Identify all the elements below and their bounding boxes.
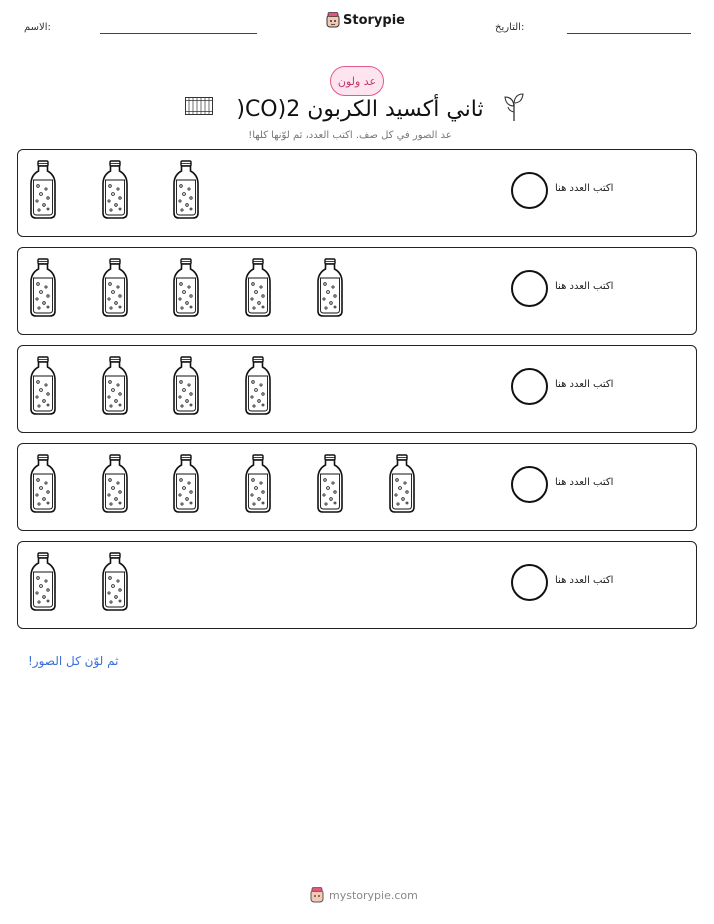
soda-bottle-icon	[387, 454, 417, 514]
answer-circle[interactable]	[511, 172, 548, 209]
counting-row	[17, 149, 697, 237]
page-title: ثاني أكسيد الكربون 2(CO(	[236, 97, 484, 122]
soda-bottle-icon	[243, 258, 273, 318]
soda-bottle-icon	[315, 258, 345, 318]
soda-bottle-icon	[100, 552, 130, 612]
soda-bottle-icon	[28, 552, 58, 612]
date-line[interactable]	[567, 33, 691, 34]
answer-circle[interactable]	[511, 368, 548, 405]
soda-bottle-icon	[28, 258, 58, 318]
logo-text: Storypie	[343, 12, 405, 28]
sprout-icon	[503, 92, 525, 122]
name-line[interactable]	[100, 33, 257, 34]
soda-bottle-icon	[171, 454, 201, 514]
soda-bottle-icon	[315, 454, 345, 514]
film-strip-icon	[185, 97, 213, 115]
counting-row	[17, 443, 697, 531]
soda-bottle-icon	[28, 356, 58, 416]
soda-bottle-icon	[171, 258, 201, 318]
answer-circle[interactable]	[511, 466, 548, 503]
answer-label: اكتب العدد هنا	[555, 477, 614, 488]
answer-label: اكتب العدد هنا	[555, 575, 614, 586]
counting-row	[17, 541, 697, 629]
answer-label: اكتب العدد هنا	[555, 281, 614, 292]
counting-row	[17, 345, 697, 433]
date-label: التاريخ:	[495, 22, 525, 33]
soda-bottle-icon	[100, 356, 130, 416]
answer-circle[interactable]	[511, 270, 548, 307]
answer-label: اكتب العدد هنا	[555, 183, 614, 194]
count-and-color-badge: عد ولون	[330, 66, 384, 96]
soda-bottle-icon	[243, 454, 273, 514]
soda-bottle-icon	[243, 356, 273, 416]
soda-bottle-icon	[28, 160, 58, 220]
site-footer	[309, 887, 418, 903]
answer-label: اكتب العدد هنا	[555, 379, 614, 390]
site-url: mystorypie.com	[329, 888, 418, 902]
instructions: عد الصور في كل صف. اكتب العدد، ثم لوّنها كلها!	[248, 130, 452, 141]
soda-bottle-icon	[171, 356, 201, 416]
soda-bottle-icon	[100, 160, 130, 220]
soda-bottle-icon	[100, 454, 130, 514]
storypie-logo	[326, 12, 405, 28]
soda-bottle-icon	[171, 160, 201, 220]
storypie-mascot-icon	[326, 12, 340, 28]
footer-note: ثم لوّن كل الصور!	[28, 654, 119, 668]
answer-circle[interactable]	[511, 564, 548, 601]
soda-bottle-icon	[28, 454, 58, 514]
storypie-mascot-icon	[309, 887, 325, 903]
counting-row	[17, 247, 697, 335]
name-label: الاسم:	[24, 22, 51, 33]
soda-bottle-icon	[100, 258, 130, 318]
